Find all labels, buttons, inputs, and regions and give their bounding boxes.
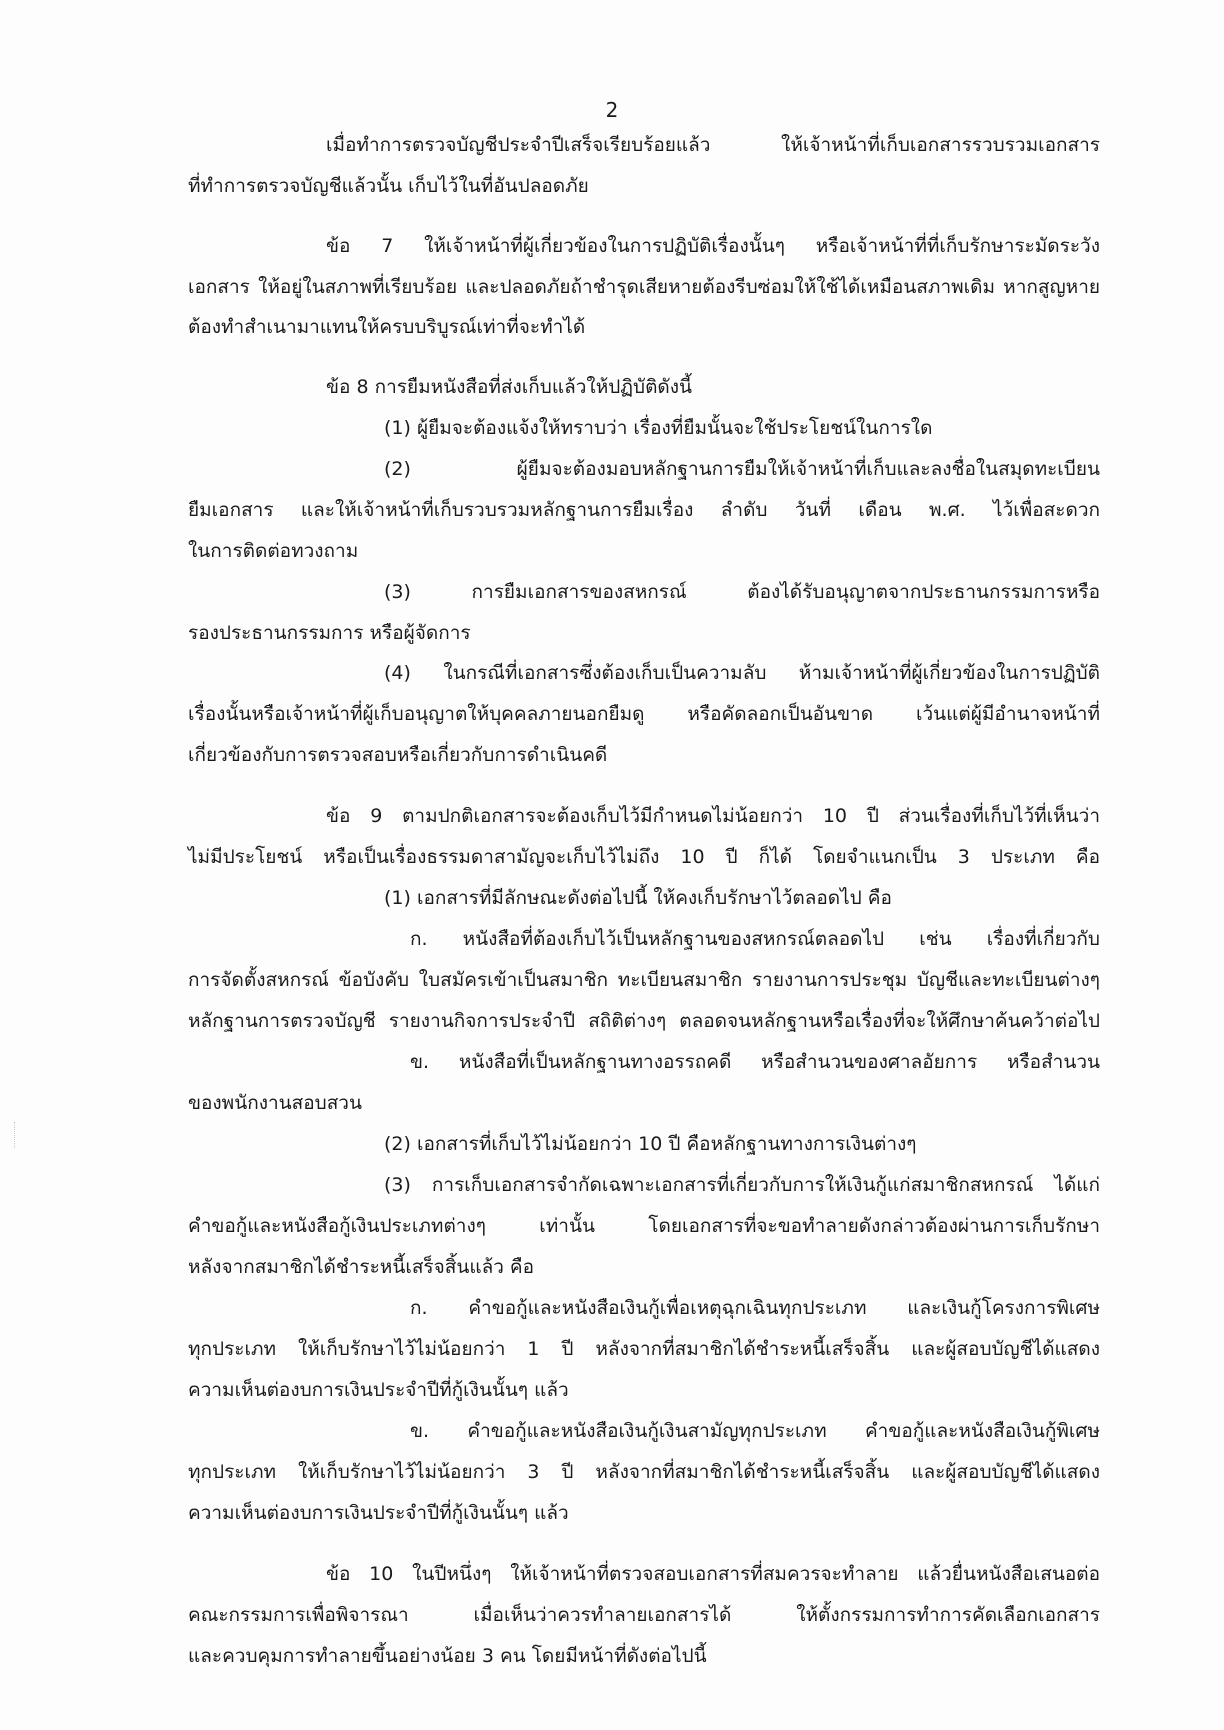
text-line: และควบคุมการทำลายขึ้นอย่างน้อย 3 คน โดยมีหน้าที่ดังต่อไปนี้ [188, 1645, 707, 1667]
text-line: การจัดตั้งสหกรณ์ ข้อบังคับ ใบสมัครเข้าเป็นสมาชิก ทะเบียนสมาชิก รายงานการประชุม บัญชีและทะเบียนต่างๆ [188, 969, 1100, 991]
text-line: ความเห็นต่องบการเงินประจำปีที่กู้เงินนั้นๆ แล้ว [188, 1379, 569, 1401]
text-line: ไม่มีประโยชน์ หรือเป็นเรื่องธรรมดาสามัญจะเก็บไว้ไม่ถึง 10 ปี ก็ได้ โดยจำแนกเป็น 3 ประเภท คือ [188, 846, 1100, 868]
list-item: (2) ผู้ยืมจะต้องมอบหลักฐานการยืมให้เจ้าหน้าที่เก็บและลงชื่อในสมุดทะเบียน [384, 458, 1100, 480]
clause-9-heading: ข้อ 9 ตามปกติเอกสารจะต้องเก็บไว้มีกำหนดไม่น้อยกว่า 10 ปี ส่วนเรื่องที่เก็บไว้ที่เห็นว่า [326, 805, 1100, 827]
clause-7-heading: ข้อ 7 ให้เจ้าหน้าที่ผู้เกี่ยวข้องในการปฏิบัติเรื่องนั้นๆ หรือเจ้าหน้าที่ที่เก็บรักษาระมัดระวัง [326, 235, 1100, 257]
text-line: ความเห็นต่องบการเงินประจำปีที่กู้เงินนั้นๆ แล้ว [188, 1502, 569, 1524]
text-line: ยืมเอกสาร และให้เจ้าหน้าที่เก็บรวบรวมหลักฐานการยืมเรื่อง ลำดับ วันที่ เดือน พ.ศ. ไว้เพื่อสะดวก [188, 499, 1100, 521]
list-item: (1) เอกสารที่มีลักษณะดังต่อไปนี้ ให้คงเก็บรักษาไว้ตลอดไป คือ [384, 887, 892, 909]
list-item: ก. คำขอกู้และหนังสือเงินกู้เพื่อเหตุฉุกเฉินทุกประเภท และเงินกู้โครงการพิเศษ [410, 1297, 1100, 1319]
text-line: คณะกรรมการเพื่อพิจารณา เมื่อเห็นว่าควรทำลายเอกสารได้ ให้ตั้งกรรมการทำการคัดเลือกเอกสาร [188, 1604, 1100, 1626]
list-item: (3) การเก็บเอกสารจำกัดเฉพาะเอกสารที่เกี่ยวกับการให้เงินกู้แก่สมาชิกสหกรณ์ ได้แก่ [384, 1174, 1100, 1196]
text-line: หลังจากสมาชิกได้ชำระหนี้เสร็จสิ้นแล้ว คือ [188, 1256, 535, 1278]
list-item: (3) การยืมเอกสารของสหกรณ์ ต้องได้รับอนุญาตจากประธานกรรมการหรือ [384, 581, 1100, 603]
text-line: เอกสาร ให้อยู่ในสภาพที่เรียบร้อย และปลอดภัยถ้าชำรุดเสียหายต้องรีบซ่อมให้ใช้ได้เหมือนสภาพเดิม หากสูญหาย [188, 276, 1100, 298]
text-line: ของพนักงานสอบสวน [188, 1092, 362, 1114]
text-line: เกี่ยวข้องกับการตรวจสอบหรือเกี่ยวกับการดำเนินคดี [188, 744, 608, 766]
page-number: 2 [605, 98, 619, 122]
text-line: ทุกประเภท ให้เก็บรักษาไว้ไม่น้อยกว่า 1 ปี หลังจากที่สมาชิกได้ชำระหนี้เสร็จสิ้น และผู้สอบบัญชีได้แสดง [188, 1338, 1100, 1360]
text-line: รองประธานกรรมการ หรือผู้จัดการ [188, 622, 471, 644]
text-line: เมื่อทำการตรวจบัญชีประจำปีเสร็จเรียบร้อยแล้ว ให้เจ้าหน้าที่เก็บเอกสารรวบรวมเอกสาร [326, 134, 1100, 156]
scan-mark [14, 1122, 21, 1148]
text-line: หลักฐานการตรวจบัญชี รายงานกิจการประจำปี สถิติต่างๆ ตลอดจนหลักฐานหรือเรื่องที่จะให้ศึกษาค้นคว้าต่อไป [188, 1010, 1100, 1032]
text-line: คำขอกู้และหนังสือกู้เงินประเภทต่างๆ เท่านั้น โดยเอกสารที่จะขอทำลายดังกล่าวต้องผ่านการเก็บรักษา [188, 1215, 1100, 1237]
list-item: (2) เอกสารที่เก็บไว้ไม่น้อยกว่า 10 ปี คือหลักฐานทางการเงินต่างๆ [384, 1133, 917, 1155]
text-line: ในการติดต่อทวงถาม [188, 540, 359, 562]
text-line: ที่ทำการตรวจบัญชีแล้วนั้น เก็บไว้ในที่อันปลอดภัย [188, 175, 589, 197]
list-item: ก. หนังสือที่ต้องเก็บไว้เป็นหลักฐานของสหกรณ์ตลอดไป เช่น เรื่องที่เกี่ยวกับ [410, 928, 1100, 950]
list-item: (1) ผู้ยืมจะต้องแจ้งให้ทราบว่า เรื่องที่ยืมนั้นจะใช้ประโยชน์ในการใด [384, 417, 933, 439]
list-item: ข. คำขอกู้และหนังสือเงินกู้เงินสามัญทุกประเภท คำขอกู้และหนังสือเงินกู้พิเศษ [410, 1420, 1100, 1442]
list-item: ข. หนังสือที่เป็นหลักฐานทางอรรถคดี หรือสำนวนของศาลอัยการ หรือสำนวน [410, 1051, 1100, 1073]
list-item: (4) ในกรณีที่เอกสารซึ่งต้องเก็บเป็นความลับ ห้ามเจ้าหน้าที่ผู้เกี่ยวข้องในการปฏิบัติ [384, 662, 1100, 684]
clause-8-heading: ข้อ 8 การยืมหนังสือที่ส่งเก็บแล้วให้ปฏิบัติดังนี้ [326, 376, 693, 398]
clause-10-heading: ข้อ 10 ในปีหนึ่งๆ ให้เจ้าหน้าที่ตรวจสอบเอกสารที่สมควรจะทำลาย แล้วยื่นหนังสือเสนอต่อ [326, 1563, 1100, 1585]
text-line: ต้องทำสำเนามาแทนให้ครบบริบูรณ์เท่าที่จะทำได้ [188, 316, 586, 338]
text-line: เรื่องนั้นหรือเจ้าหน้าที่ผู้เก็บอนุญาตให้บุคคลภายนอกยืมดู หรือคัดลอกเป็นอันขาด เว้นแต่ผู้มีอำนาจหน้าที่ [188, 703, 1100, 725]
text-line: ทุกประเภท ให้เก็บรักษาไว้ไม่น้อยกว่า 3 ปี หลังจากที่สมาชิกได้ชำระหนี้เสร็จสิ้น และผู้สอบบัญชีได้แสดง [188, 1461, 1100, 1483]
